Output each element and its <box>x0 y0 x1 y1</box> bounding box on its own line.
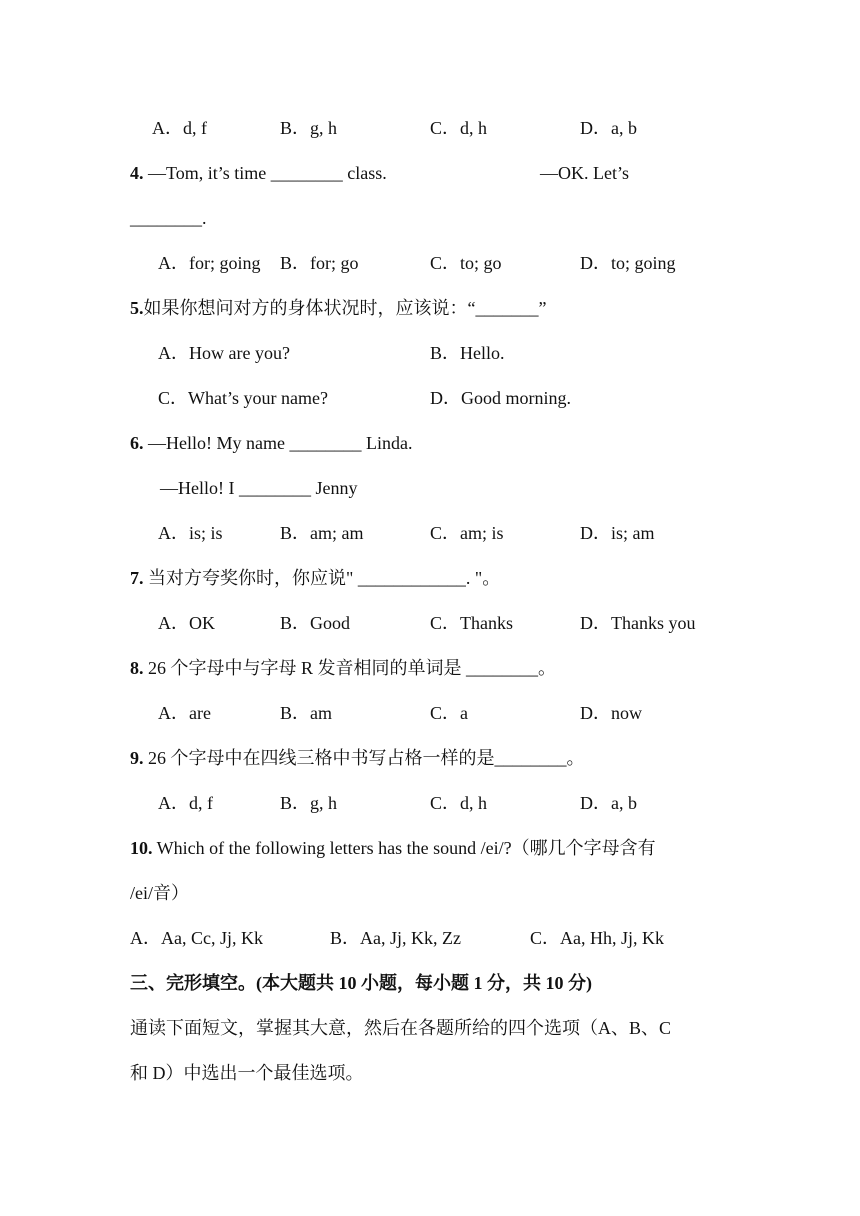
q7-option-c: C．Thanks <box>430 613 513 633</box>
q7-option-b: B．Good <box>280 613 351 633</box>
q6-option-a: A．is; is <box>158 523 223 543</box>
q5-option-a: A．How are you? <box>158 343 290 363</box>
q10-option-a: A．Aa, Cc, Jj, Kk <box>130 928 263 948</box>
q6-reply: —Hello! I ________ Jenny <box>160 478 358 498</box>
q10-number: 10. <box>130 838 153 858</box>
q6-option-d: D．is; am <box>580 523 655 543</box>
q3-option-c: C．d, h <box>430 118 488 138</box>
q3-option-d: D．a, b <box>580 118 637 138</box>
q9-option-c: C．d, h <box>430 793 488 813</box>
q6-option-c: C．am; is <box>430 523 504 543</box>
q3-option-b: B．g, h <box>280 118 338 138</box>
q7-stem <box>130 566 500 590</box>
q10-stem-continued: /ei/音） <box>130 883 189 903</box>
q5-option-d: D．Good morning. <box>430 388 571 408</box>
q6-number: 6. <box>130 433 144 453</box>
q6-option-b: B．am; am <box>280 523 364 543</box>
q4-reply-blank: ________. <box>130 208 207 228</box>
q9-stem <box>130 746 585 770</box>
q5-stem-text: 如果你想问对方的身体状况时，应该说：“_______” <box>143 298 547 318</box>
q4-option-b: B．for; go <box>280 253 359 273</box>
q8-stem-text: 26 个字母中与字母 R 发音相同的单词是 ________。 <box>143 658 557 678</box>
q5-option-c: C．What’s your name? <box>158 388 328 408</box>
q9-stem-text: 26 个字母中在四线三格中书写占格一样的是________。 <box>143 748 585 768</box>
q9-option-d: D．a, b <box>580 793 637 813</box>
q5-option-b: B．Hello. <box>430 343 505 363</box>
q4-option-d: D．to; going <box>580 253 676 273</box>
section-3-instruction: 通读下面短文，掌握其大意，然后在各题所给的四个选项（A、B、C <box>130 1018 672 1038</box>
q10-stem <box>130 836 656 860</box>
q10-stem-text: Which of the following letters has the sound /ei/?（哪几个字母含有 <box>152 838 656 858</box>
q9-option-a: A．d, f <box>158 793 213 813</box>
q9-number: 9. <box>130 748 144 768</box>
q4-option-c: C．to; go <box>430 253 502 273</box>
q7-option-a: A．OK <box>158 613 215 633</box>
q8-option-d: D．now <box>580 703 642 723</box>
q4-number: 4. <box>130 163 144 183</box>
q8-option-b: B．am <box>280 703 332 723</box>
q5-stem <box>130 296 546 320</box>
q7-stem-text: 当对方夸奖你时，你应说" ____________. "。 <box>143 568 501 588</box>
q8-number: 8. <box>130 658 144 678</box>
q8-option-c: C．a <box>430 703 468 723</box>
q9-option-b: B．g, h <box>280 793 338 813</box>
q10-option-c: C．Aa, Hh, Jj, Kk <box>530 928 664 948</box>
q3-option-a: A．d, f <box>152 118 207 138</box>
section-3-instruction-continued: 和 D）中选出一个最佳选项。 <box>130 1063 364 1083</box>
q5-number: 5. <box>130 298 144 318</box>
q7-option-d: D．Thanks you <box>580 613 696 633</box>
q6-stem <box>130 431 412 455</box>
q8-option-a: A．are <box>158 703 211 723</box>
q8-stem <box>130 656 556 680</box>
q6-stem-text: —Hello! My name ________ Linda. <box>143 433 413 453</box>
q4-reply: —OK. Let’s <box>540 163 629 183</box>
q7-number: 7. <box>130 568 144 588</box>
q4-stem-text: —Tom, it’s time ________ class. <box>143 163 387 183</box>
q4-stem <box>130 161 387 185</box>
q10-option-b: B．Aa, Jj, Kk, Zz <box>330 928 461 948</box>
q4-option-a: A．for; going <box>158 253 261 273</box>
section-3-heading: 三、完形填空。(本大题共 10 小题，每小题 1 分，共 10 分) <box>130 973 592 993</box>
